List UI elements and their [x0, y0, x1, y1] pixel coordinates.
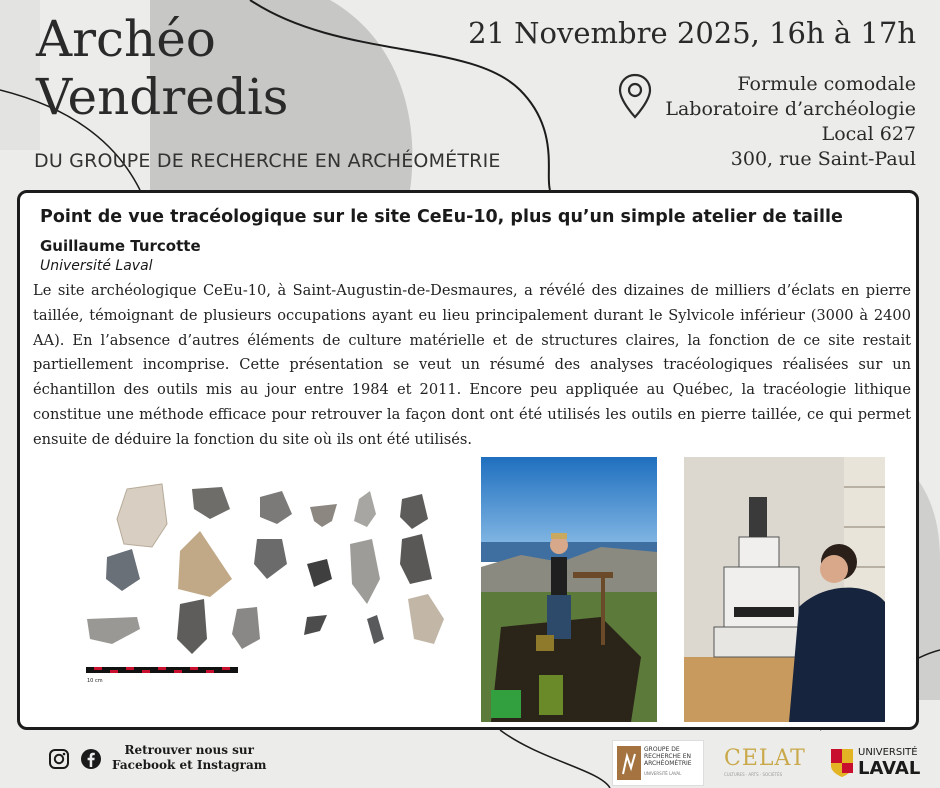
celat-logo-name: CELAT [724, 746, 806, 771]
event-subtitle: DU GROUPE DE RECHERCHE EN ARCHÉOMÉTRIE [34, 150, 501, 172]
venue-line: 300, rue Saint-Paul [730, 148, 916, 170]
talk-title: Point de vue tracéologique sur le site CeEu-10, plus qu’un simple atelier de taille [40, 207, 843, 227]
event-title-line2: Vendredis [36, 68, 289, 126]
talk-abstract: Le site archéologique CeEu-10, à Saint-Augustin-de-Desmaures, a révélé des dizaines de milliers d’éclats en pierre taillée, témoignant de plusieurs occupations ayant eu lieu principalement durant le Sylvicole inférieur (3000 à 2400 AA). En l’absence d’autres éléments de culture matérielle et de structures claires, la fonction de ce site restait partiellement incomprise. Cette présentation se veut un résumé des analyses tracéologiques réalisées sur un échantillon des outils mis au jour entre 1984 et 2011. Encore peu appliquée au Québec, la tracéologie lithique constitue une méthode efficace pour retrouver la façon dont ont été utilisés les outils en pierre taillée, ce qui permet ensuite de déduire la fonction du site où ils ont été utilisés. [33, 282, 911, 448]
event-datetime: 21 Novembre 2025, 16h à 17h [468, 16, 916, 50]
laval-logo-line2: LAVAL [858, 758, 921, 779]
venue-address [665, 72, 916, 172]
map-pin-icon [617, 72, 653, 120]
stone-tools-photo [82, 479, 472, 701]
universite-laval-logo [830, 744, 930, 784]
event-title-line1: Archéo [36, 10, 216, 68]
instagram-icon[interactable] [48, 748, 70, 770]
social-callout-line: Retrouver nous sur [124, 743, 254, 757]
gra-logo-small: UNIVERSITÉ LAVAL [644, 771, 682, 776]
laval-logo-line1: UNIVERSITÉ [858, 747, 918, 758]
gra-logo-text: RECHERCHE EN [644, 753, 692, 760]
speaker-affiliation: Université Laval [40, 258, 153, 274]
event-title [36, 10, 288, 126]
microscope-lab-photo [684, 457, 885, 722]
social-callout-line: Facebook et Instagram [112, 758, 267, 772]
speaker-name: Guillaume Turcotte [40, 237, 201, 255]
gra-logo [612, 740, 704, 786]
celat-logo [724, 746, 824, 780]
talk-card [17, 190, 919, 730]
excavation-site-photo [481, 457, 657, 722]
laval-crest-icon [830, 748, 854, 778]
venue-line: Formule comodale [737, 73, 916, 95]
scale-bar-label: 10 cm [87, 678, 103, 684]
gra-logo-text: ARCHÉOMÉTRIE [644, 760, 692, 767]
celat-logo-small: CULTURES · ARTS · SOCIÉTÉS [724, 772, 783, 777]
venue-line: Local 627 [821, 123, 916, 145]
venue-line: Laboratoire d’archéologie [665, 98, 916, 120]
gra-emblem-icon [617, 746, 641, 780]
gra-logo-text: GROUPE DE [644, 746, 680, 753]
social-callout [112, 743, 266, 773]
facebook-icon[interactable] [80, 748, 102, 770]
